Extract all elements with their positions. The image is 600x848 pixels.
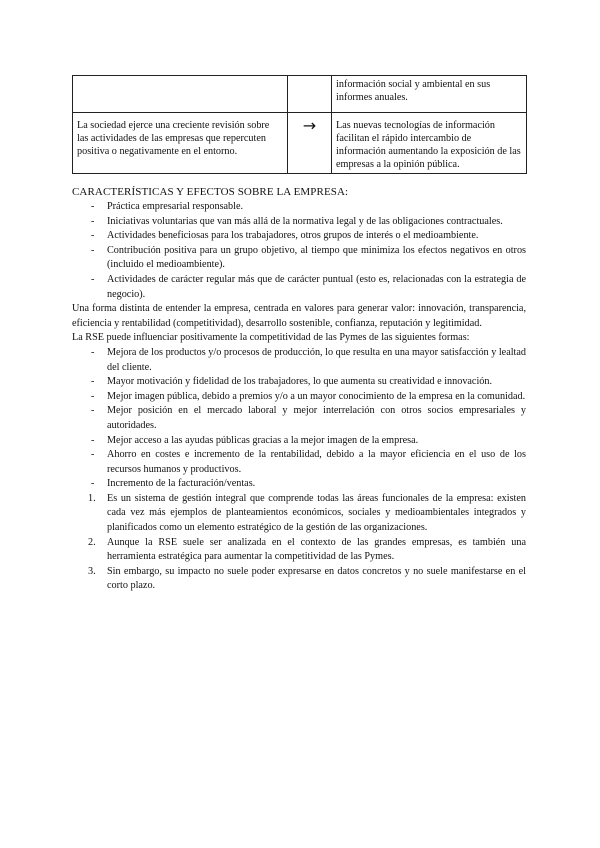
list-number: 3. <box>88 565 96 577</box>
table-cell-left <box>73 76 288 113</box>
characteristics-list <box>72 200 526 302</box>
list-item <box>72 565 526 594</box>
numbered-list <box>72 492 526 594</box>
list-item-text: Es un sistema de gestión integral que comprende todas las áreas funcionales de la empresa: existen cada vez más ejemplos de planteamientos económicos, sociales y medioambientales integrados y planificados como un elemento estratégico de la gestión de las organizaciones. <box>107 492 526 534</box>
dash-marker: - <box>91 346 95 358</box>
list-item <box>72 229 526 244</box>
section-title: CARACTERÍSTICAS Y EFECTOS SOBRE LA EMPRESA: <box>72 186 349 198</box>
list-item <box>72 390 526 405</box>
list-item <box>72 404 526 433</box>
list-item <box>72 375 526 390</box>
list-item-text: Mejor posición en el mercado laboral y mejor interrelación con otros socios empresariales y autoridades. <box>107 405 526 431</box>
dash-marker: - <box>91 405 95 417</box>
table-cell-right: Las nuevas tecnologías de información facilitan el rápido intercambio de información aumentando la exposición de las empresas a la opinión pública. <box>332 113 527 174</box>
comparison-table <box>72 75 527 174</box>
list-item <box>72 200 526 215</box>
benefits-list <box>72 346 526 492</box>
list-item <box>72 215 526 230</box>
dash-marker: - <box>91 215 95 227</box>
paragraph-values: Una forma distinta de entender la empresa, centrada en valores para generar valor: innovación, transparencia, eficiencia y rentabilidad (competitividad), desarrollo sostenible, confianza, reputación y legitimidad. <box>72 303 526 329</box>
list-item <box>72 273 526 302</box>
list-item-text: Incremento de la facturación/ventas. <box>107 478 256 490</box>
list-item-text: Aunque la RSE suele ser analizada en el contexto de las grandes empresas, es también una herramienta estratégica para aumentar la competitividad de las Pymes. <box>107 536 526 563</box>
list-item <box>72 492 526 536</box>
table-row <box>73 113 527 174</box>
table-row <box>73 76 527 113</box>
list-item <box>72 536 526 565</box>
dash-marker: - <box>91 273 95 285</box>
list-item-text: Mejora de los productos y/o procesos de producción, lo que resulta en una mayor satisfacción y lealtad del cliente. <box>107 346 526 373</box>
list-item <box>72 448 526 477</box>
list-item-text: Ahorro en costes e incremento de la rentabilidad, debido a la mayor eficiencia en el uso de los recursos humanos y productivos. <box>107 449 526 475</box>
arrow-icon: → <box>288 113 332 174</box>
list-item-text: Práctica empresarial responsable. <box>107 201 244 212</box>
characteristics-block <box>72 200 526 594</box>
list-number: 1. <box>88 492 96 504</box>
table-cell-left: La sociedad ejerce una creciente revisión sobre las actividades de las empresas que repercuten positiva o negativamente en el entorno. <box>73 113 288 174</box>
list-item-text: Actividades beneficiosas para los trabajadores, otros grupos de interés o el medioambiente. <box>107 230 479 242</box>
list-item-text: Contribución positiva para un grupo objetivo, al tiempo que minimiza los efectos negativos en otros (incluido el medioambiente). <box>107 244 526 271</box>
dash-marker: - <box>91 478 95 490</box>
dash-marker: - <box>91 449 95 461</box>
list-item <box>72 346 526 375</box>
list-item-text: Mayor motivación y fidelidad de los trabajadores, lo que aumenta su creatividad e innovación. <box>107 376 493 388</box>
dash-marker: - <box>91 244 95 256</box>
table-cell-arrow <box>288 76 332 113</box>
list-item-text: Actividades de carácter regular más que de carácter puntual (esto es, relacionadas con la estrategia de negocio). <box>107 273 526 300</box>
table-cell-right: información social y ambiental en sus informes anuales. <box>332 76 527 113</box>
list-number: 2. <box>88 536 96 548</box>
dash-marker: - <box>91 201 95 212</box>
list-item-text: Mejor imagen pública, debido a premios y/o a un mayor conocimiento de la empresa en la comunidad. <box>107 390 526 402</box>
dash-marker: - <box>91 434 95 446</box>
dash-marker: - <box>91 230 95 242</box>
list-item-text: Iniciativas voluntarias que van más allá de la normativa legal y de las obligaciones contractuales. <box>107 215 503 227</box>
list-item-text: Sin embargo, su impacto no suele poder expresarse en datos concretos y no suele manifestarse en el corto plazo. <box>107 565 526 592</box>
paragraph-pymes: La RSE puede influenciar positivamente la competitividad de las Pymes de las siguientes formas: <box>72 332 470 344</box>
dash-marker: - <box>91 376 95 388</box>
list-item <box>72 434 526 449</box>
list-item <box>72 477 526 492</box>
list-item-text: Mejor acceso a las ayudas públicas gracias a la mejor imagen de la empresa. <box>107 434 419 446</box>
dash-marker: - <box>91 390 95 402</box>
list-item <box>72 244 526 273</box>
